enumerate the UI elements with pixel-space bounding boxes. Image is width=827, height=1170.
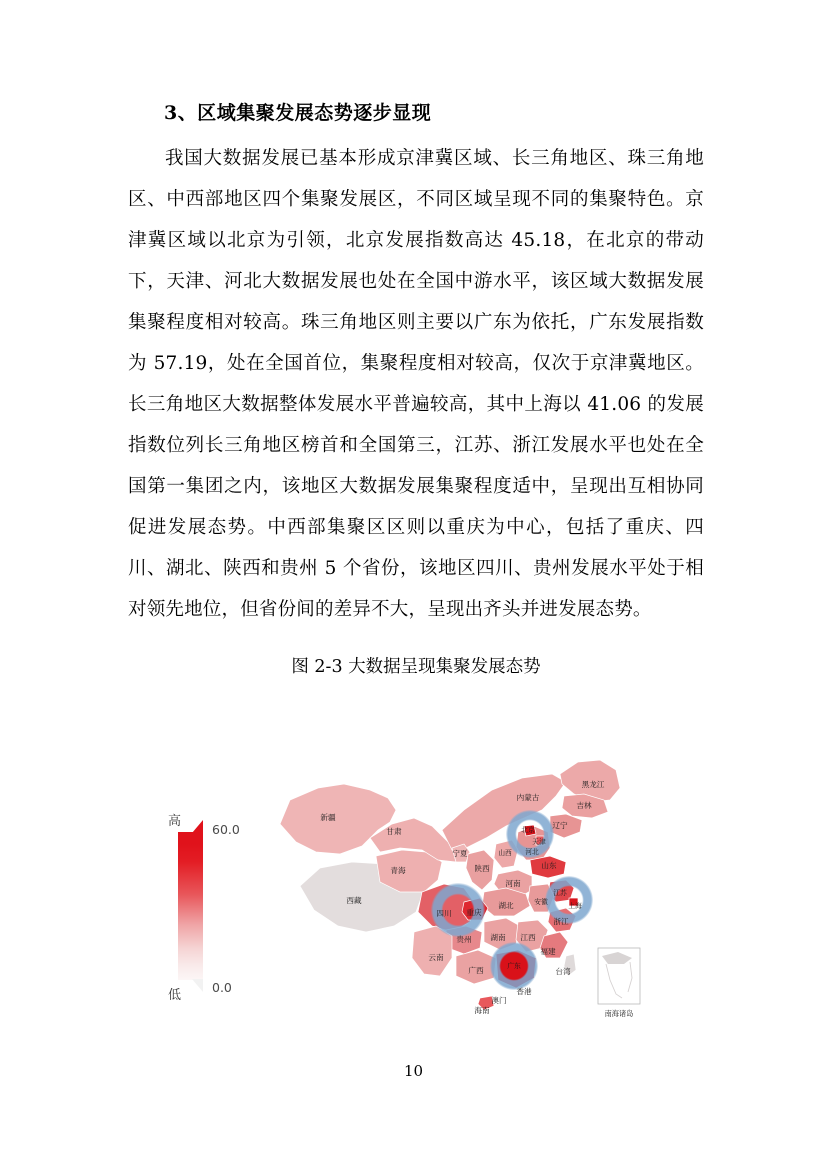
legend-max-value: 60.0 bbox=[212, 822, 240, 837]
page-number: 10 bbox=[403, 1062, 424, 1080]
map-label-anhui: 安徽 bbox=[534, 898, 548, 906]
south-china-sea-inset bbox=[598, 948, 640, 1018]
map-label-jiangsu: 江苏 bbox=[553, 889, 567, 897]
map-label-zhejiang: 浙江 bbox=[553, 917, 569, 926]
body-paragraph: 我国大数据发展已基本形成京津冀区域、长三角地区、珠三角地区、中西部地区四个集聚发展区，不同区域呈现不同的集聚特色。京津冀区域以北京为引领，北京发展指数高达 45.18，在北京的带动下，天津、河北大数据发展也处在全国中游水平，该区域大数据发展集聚程度相对较高。珠三角地区则主要以广东为依托，广东发展指数为 57.19，处在全国首位，集聚程度相对较高，仅次于京津冀地区。长三角地区大数据整体发展水平普遍较高，其中上海以 41.06 的发展指数位列长三角地区榜首和全国第三，江苏、浙江发展水平也处在全国第一集团之内，该地区大数据发展集聚程度适中，呈现出互相协同促进发展态势。中西部集聚区区则以重庆为中心，包括了重庆、四川、湖北、陕西和贵州 5 个省份，该地区四川、贵州发展水平处于相对领先地位，但省份间的差异不大，呈现出齐头并进发展态势。 bbox=[128, 148, 704, 620]
map-label-jiangxi: 江西 bbox=[520, 933, 536, 942]
map-label-guizhou: 贵州 bbox=[456, 935, 472, 944]
map-label-qinghai: 青海 bbox=[390, 866, 406, 875]
legend-gradient-bar bbox=[178, 832, 203, 980]
map-label-henan: 河南 bbox=[505, 879, 521, 888]
map-label-xinjiang: 新疆 bbox=[320, 813, 336, 822]
map-label-gansu: 甘肃 bbox=[386, 827, 402, 836]
legend-high-label: 高 bbox=[168, 814, 182, 829]
map-label-ningxia: 宁夏 bbox=[452, 849, 468, 858]
cluster-ring-yangtze-delta bbox=[545, 876, 593, 924]
china-choropleth-map bbox=[266, 726, 704, 1026]
map-label-beijing: 北京 bbox=[521, 826, 535, 834]
map-label-heilongjiang: 黑龙江 bbox=[581, 780, 605, 789]
map-label-hubei: 湖北 bbox=[498, 901, 514, 910]
map-label-jilin: 吉林 bbox=[576, 801, 592, 810]
map-label-macau: 澳门 bbox=[491, 996, 507, 1005]
map-legend bbox=[168, 808, 260, 1008]
legend-bottom-cap-icon bbox=[192, 979, 203, 992]
map-label-shaanxi: 陕西 bbox=[474, 864, 490, 873]
map-label-tianjin: 天津 bbox=[532, 838, 546, 846]
map-label-fujian: 福建 bbox=[540, 947, 556, 956]
inset-label-south-china-sea: 南海诸岛 bbox=[604, 1009, 634, 1018]
map-label-hebei: 河北 bbox=[525, 848, 539, 856]
map-label-taiwan: 台湾 bbox=[555, 967, 571, 976]
map-label-shanghai: 上海 bbox=[568, 902, 582, 910]
document-text-block bbox=[128, 96, 704, 682]
map-label-hunan: 湖南 bbox=[490, 933, 506, 942]
legend-top-cap-icon bbox=[192, 820, 203, 833]
map-label-hainan: 海南 bbox=[474, 1006, 490, 1015]
figure-caption: 图 2-3 大数据呈现集聚发展态势 bbox=[291, 657, 541, 677]
map-label-yunnan: 云南 bbox=[428, 953, 444, 962]
map-label-guangdong: 广东 bbox=[507, 962, 521, 970]
legend-low-label: 低 bbox=[168, 988, 182, 1003]
section-heading: 3、区域集聚发展态势逐步显现 bbox=[164, 102, 432, 124]
map-label-shanxi: 山西 bbox=[498, 849, 512, 857]
map-label-shandong: 山东 bbox=[541, 861, 557, 870]
legend-min-value: 0.0 bbox=[212, 980, 232, 995]
map-label-guangxi: 广西 bbox=[468, 966, 484, 975]
map-svg bbox=[266, 726, 666, 1026]
map-label-tibet: 西藏 bbox=[346, 896, 362, 905]
figure-2-3 bbox=[128, 726, 704, 1026]
map-label-chongqing: 重庆 bbox=[466, 908, 482, 917]
map-label-inner-mongolia: 内蒙古 bbox=[516, 793, 540, 802]
map-label-liaoning: 辽宁 bbox=[552, 821, 568, 830]
map-label-sichuan: 四川 bbox=[436, 909, 452, 918]
map-label-hongkong: 香港 bbox=[516, 987, 532, 996]
